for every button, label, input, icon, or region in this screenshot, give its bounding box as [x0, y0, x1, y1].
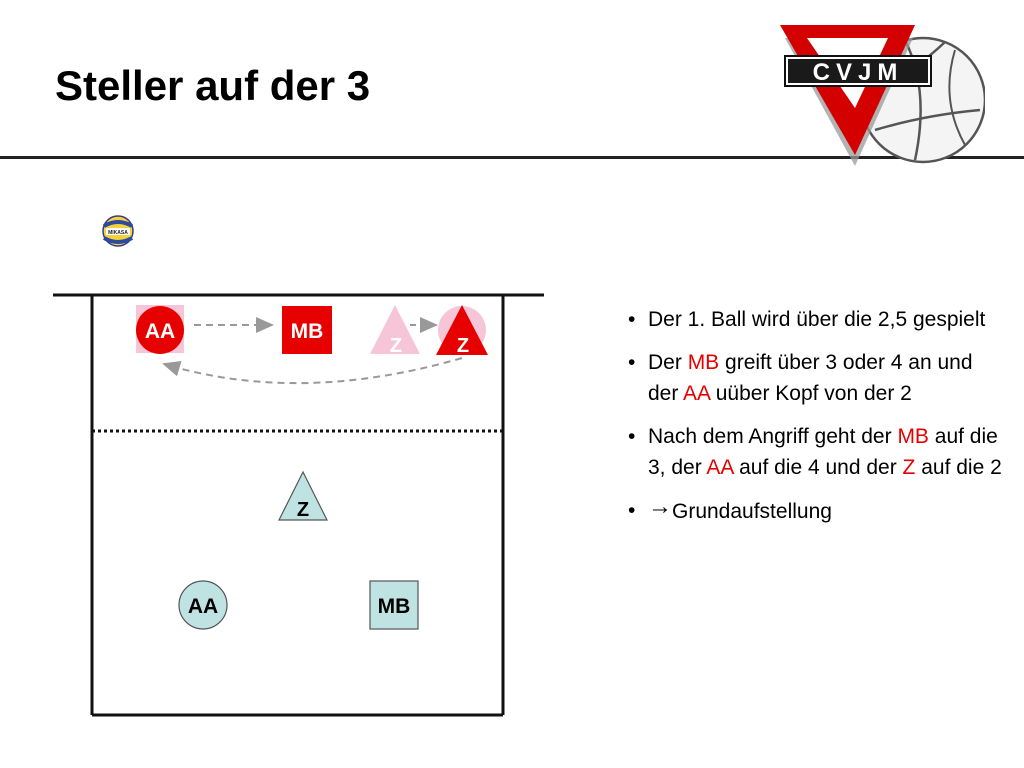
player-aa-front	[136, 306, 184, 354]
player-aa-back-label: AA	[187, 595, 219, 618]
bullet-text: auf die 4 und der	[733, 456, 903, 479]
player-z-back	[279, 472, 327, 521]
bullet-item	[628, 304, 1008, 335]
player-mb-back-label: MB	[377, 595, 411, 618]
cvjm-logo-icon	[755, 20, 985, 170]
highlight-mb: MB	[687, 351, 720, 374]
bullet-list	[628, 304, 1008, 539]
player-z-front-label: Z	[456, 335, 470, 357]
player-mb-back	[370, 581, 418, 629]
highlight-z: Z	[902, 456, 916, 479]
right-arrow-icon: →	[648, 493, 672, 520]
logo-text: CVJM	[812, 59, 904, 86]
highlight-aa: AA	[706, 456, 734, 479]
bullet-text: auf die 3, der	[648, 425, 998, 479]
player-z-back-label: Z	[296, 499, 310, 521]
bullet-text: auf die 2	[915, 456, 1002, 479]
highlight-aa: AA	[683, 382, 710, 405]
player-aa-back	[179, 581, 227, 629]
ball-brand-label: MIKASA	[108, 230, 128, 236]
player-z-faded-label: Z	[389, 335, 403, 357]
player-z-faded	[370, 305, 420, 357]
bullet-text: Der	[648, 351, 688, 374]
bullet-text: Der 1. Ball wird über die 2,5 gespielt	[648, 308, 986, 331]
bullet-dot: •	[628, 425, 636, 448]
player-aa-front-label: AA	[144, 320, 176, 343]
bullet-item	[628, 421, 1008, 483]
player-mb-front-label: MB	[290, 320, 324, 343]
bullet-dot: •	[628, 351, 636, 374]
bullet-dot: •	[628, 308, 636, 331]
bullet-text: greift über 3 oder 4 an und der	[648, 351, 973, 405]
bullet-dot: •	[628, 499, 636, 522]
volleyball-icon	[103, 216, 133, 246]
player-mb-front	[282, 306, 332, 354]
bullet-text: Grundaufstellung	[672, 500, 832, 523]
bullet-item	[628, 347, 1008, 409]
slide-title: Steller auf der 3	[55, 62, 371, 109]
bullet-text: uüber Kopf von der 2	[709, 382, 912, 405]
bullet-text: Nach dem Angriff geht der	[648, 425, 898, 448]
bullet-item	[628, 495, 1008, 527]
highlight-mb: MB	[897, 425, 929, 448]
arrow-pass-back-to-aa	[164, 358, 462, 383]
player-z-front	[436, 305, 488, 357]
